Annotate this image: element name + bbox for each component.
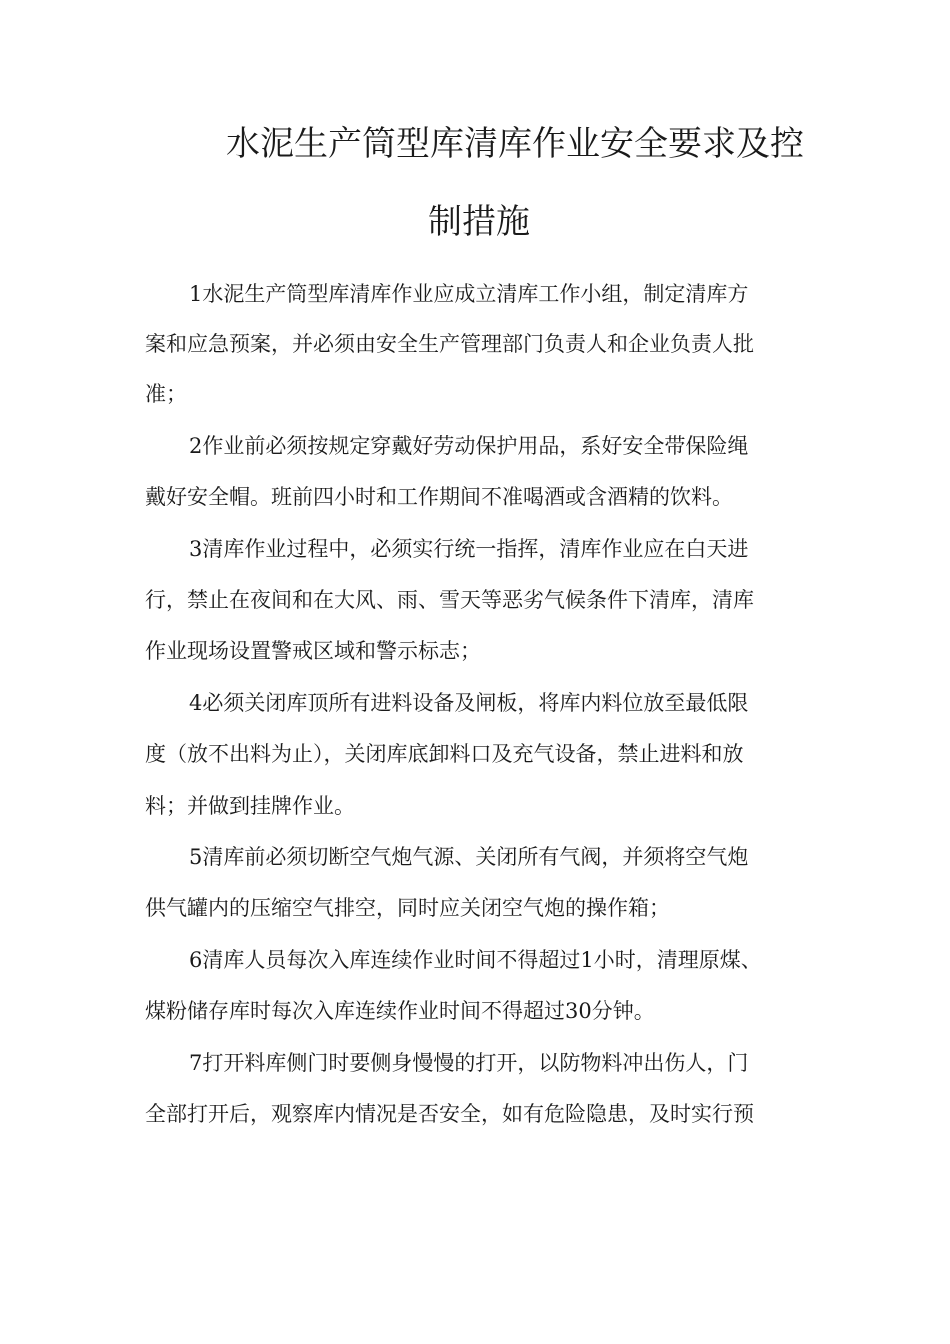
paragraph-3-line-3: 作业现场设置警戒区域和警示标志； <box>145 639 481 663</box>
paragraph-1-line-1: 1水泥生产筒型库清库作业应成立清库工作小组，制定清库方 <box>189 282 749 306</box>
paragraph-2-line-2: 戴好安全帽。班前四小时和工作期间不准喝酒或含酒精的饮料。 <box>145 485 733 509</box>
paragraph-5-line-2: 供气罐内的压缩空气排空，同时应关闭空气炮的操作箱； <box>145 896 670 920</box>
document-title-line-2: 制措施 <box>428 202 530 242</box>
paragraph-4-line-2: 度（放不出料为止），关闭库底卸料口及充气设备，禁止进料和放 <box>145 742 744 766</box>
paragraph-5-line-1: 5清库前必须切断空气炮气源、关闭所有气阀，并须将空气炮 <box>189 845 749 869</box>
paragraph-2-line-1: 2作业前必须按规定穿戴好劳动保护用品，系好安全带保险绳 <box>189 434 749 458</box>
paragraph-1-line-3: 准； <box>145 382 187 406</box>
paragraph-7-line-1: 7打开料库侧门时要侧身慢慢的打开，以防物料冲出伤人，门 <box>189 1051 749 1075</box>
document-title-line-1: 水泥生产筒型库清库作业安全要求及控 <box>226 124 804 164</box>
paragraph-1-line-2: 案和应急预案，并必须由安全生产管理部门负责人和企业负责人批 <box>145 332 754 356</box>
paragraph-4-line-3: 料；并做到挂牌作业。 <box>145 794 355 818</box>
paragraph-7-line-2: 全部打开后，观察库内情况是否安全，如有危险隐患，及时实行预 <box>145 1102 754 1126</box>
paragraph-4-line-1: 4必须关闭库顶所有进料设备及闸板，将库内料位放至最低限 <box>189 691 749 715</box>
paragraph-6-line-2: 煤粉储存库时每次入库连续作业时间不得超过30分钟。 <box>145 999 655 1023</box>
paragraph-3-line-2: 行，禁止在夜间和在大风、雨、雪天等恶劣气候条件下清库，清库 <box>145 588 754 612</box>
paragraph-6-line-1: 6清库人员每次入库连续作业时间不得超过1小时，清理原煤、 <box>189 948 762 972</box>
paragraph-3-line-1: 3清库作业过程中，必须实行统一指挥，清库作业应在白天进 <box>189 537 749 561</box>
